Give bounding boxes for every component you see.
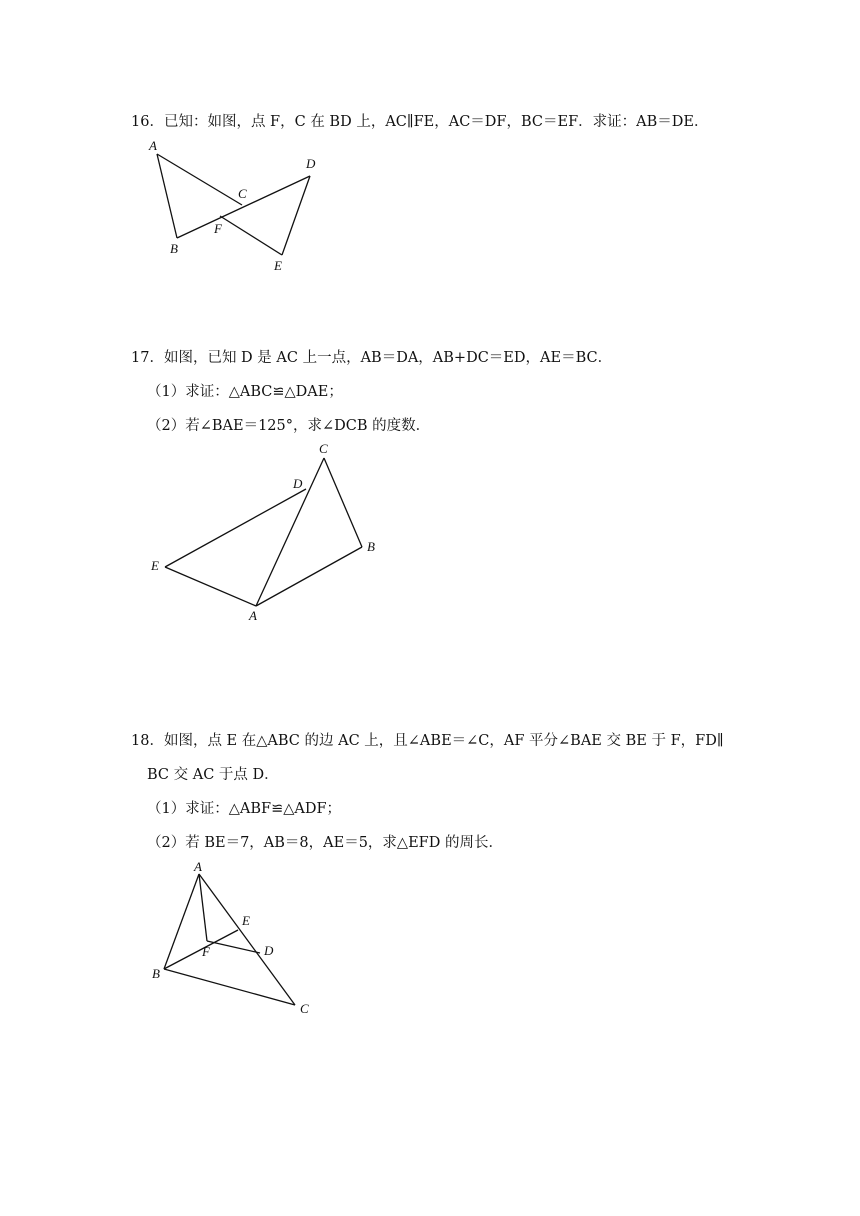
label-d: D <box>264 943 274 958</box>
label-e: E <box>274 258 282 273</box>
label-f: F <box>214 221 222 236</box>
figure-18 <box>140 855 330 1025</box>
segment-ea <box>165 567 256 606</box>
label-c: C <box>238 186 247 201</box>
label-f: F <box>202 944 210 959</box>
segment-be <box>164 930 238 969</box>
problem-18-statement-line-1: 18．如图，点 E 在△ABC 的边 AC 上，且∠ABE＝∠C，AF 平分∠BAE 交 BE 于 F，FD∥ <box>131 733 724 749</box>
label-d: D <box>293 476 303 491</box>
segment-ab <box>157 154 177 238</box>
segment-ac <box>256 458 324 606</box>
segment-ac <box>157 154 242 205</box>
segment-cb <box>324 458 362 547</box>
segment-ab <box>164 874 199 969</box>
label-e: E <box>151 558 159 573</box>
problem-17-statement: 17．如图，已知 D 是 AC 上一点，AB＝DA，AB+DC＝ED，AE＝BC． <box>131 350 613 366</box>
problem-17-part-1: （1）求证：△ABC≌△DAE； <box>147 384 343 400</box>
label-d: D <box>306 156 316 171</box>
label-b: B <box>152 966 160 981</box>
label-a: A <box>149 138 157 153</box>
problem-17-part-2: （2）若∠BAE＝125°，求∠DCB 的度数． <box>147 418 431 434</box>
problem-18-part-1: （1）求证：△ABF≌△ADF； <box>147 801 342 817</box>
segment-ac <box>199 874 295 1005</box>
segment-ba <box>256 547 362 606</box>
label-c: C <box>300 1001 309 1016</box>
problem-18-statement-line-2: BC 交 AC 于点 D． <box>147 767 279 783</box>
segment-ed <box>165 489 306 567</box>
label-b: B <box>170 241 178 256</box>
label-e: E <box>242 913 250 928</box>
problem-18-part-2: （2）若 BE＝7，AB＝8，AE＝5，求△EFD 的周长． <box>147 835 503 851</box>
label-a: A <box>194 859 202 874</box>
figure-16 <box>140 138 330 278</box>
problem-16-statement: 16．已知：如图，点 F，C 在 BD 上，AC∥FE，AC＝DF，BC＝EF．求证：AB＝DE． <box>131 114 709 130</box>
label-b: B <box>367 539 375 554</box>
segment-de <box>282 176 310 255</box>
figure-17 <box>140 438 400 628</box>
segment-ef <box>220 216 282 255</box>
segment-bc <box>164 969 295 1005</box>
label-a: A <box>249 608 257 623</box>
label-c: C <box>319 441 328 456</box>
